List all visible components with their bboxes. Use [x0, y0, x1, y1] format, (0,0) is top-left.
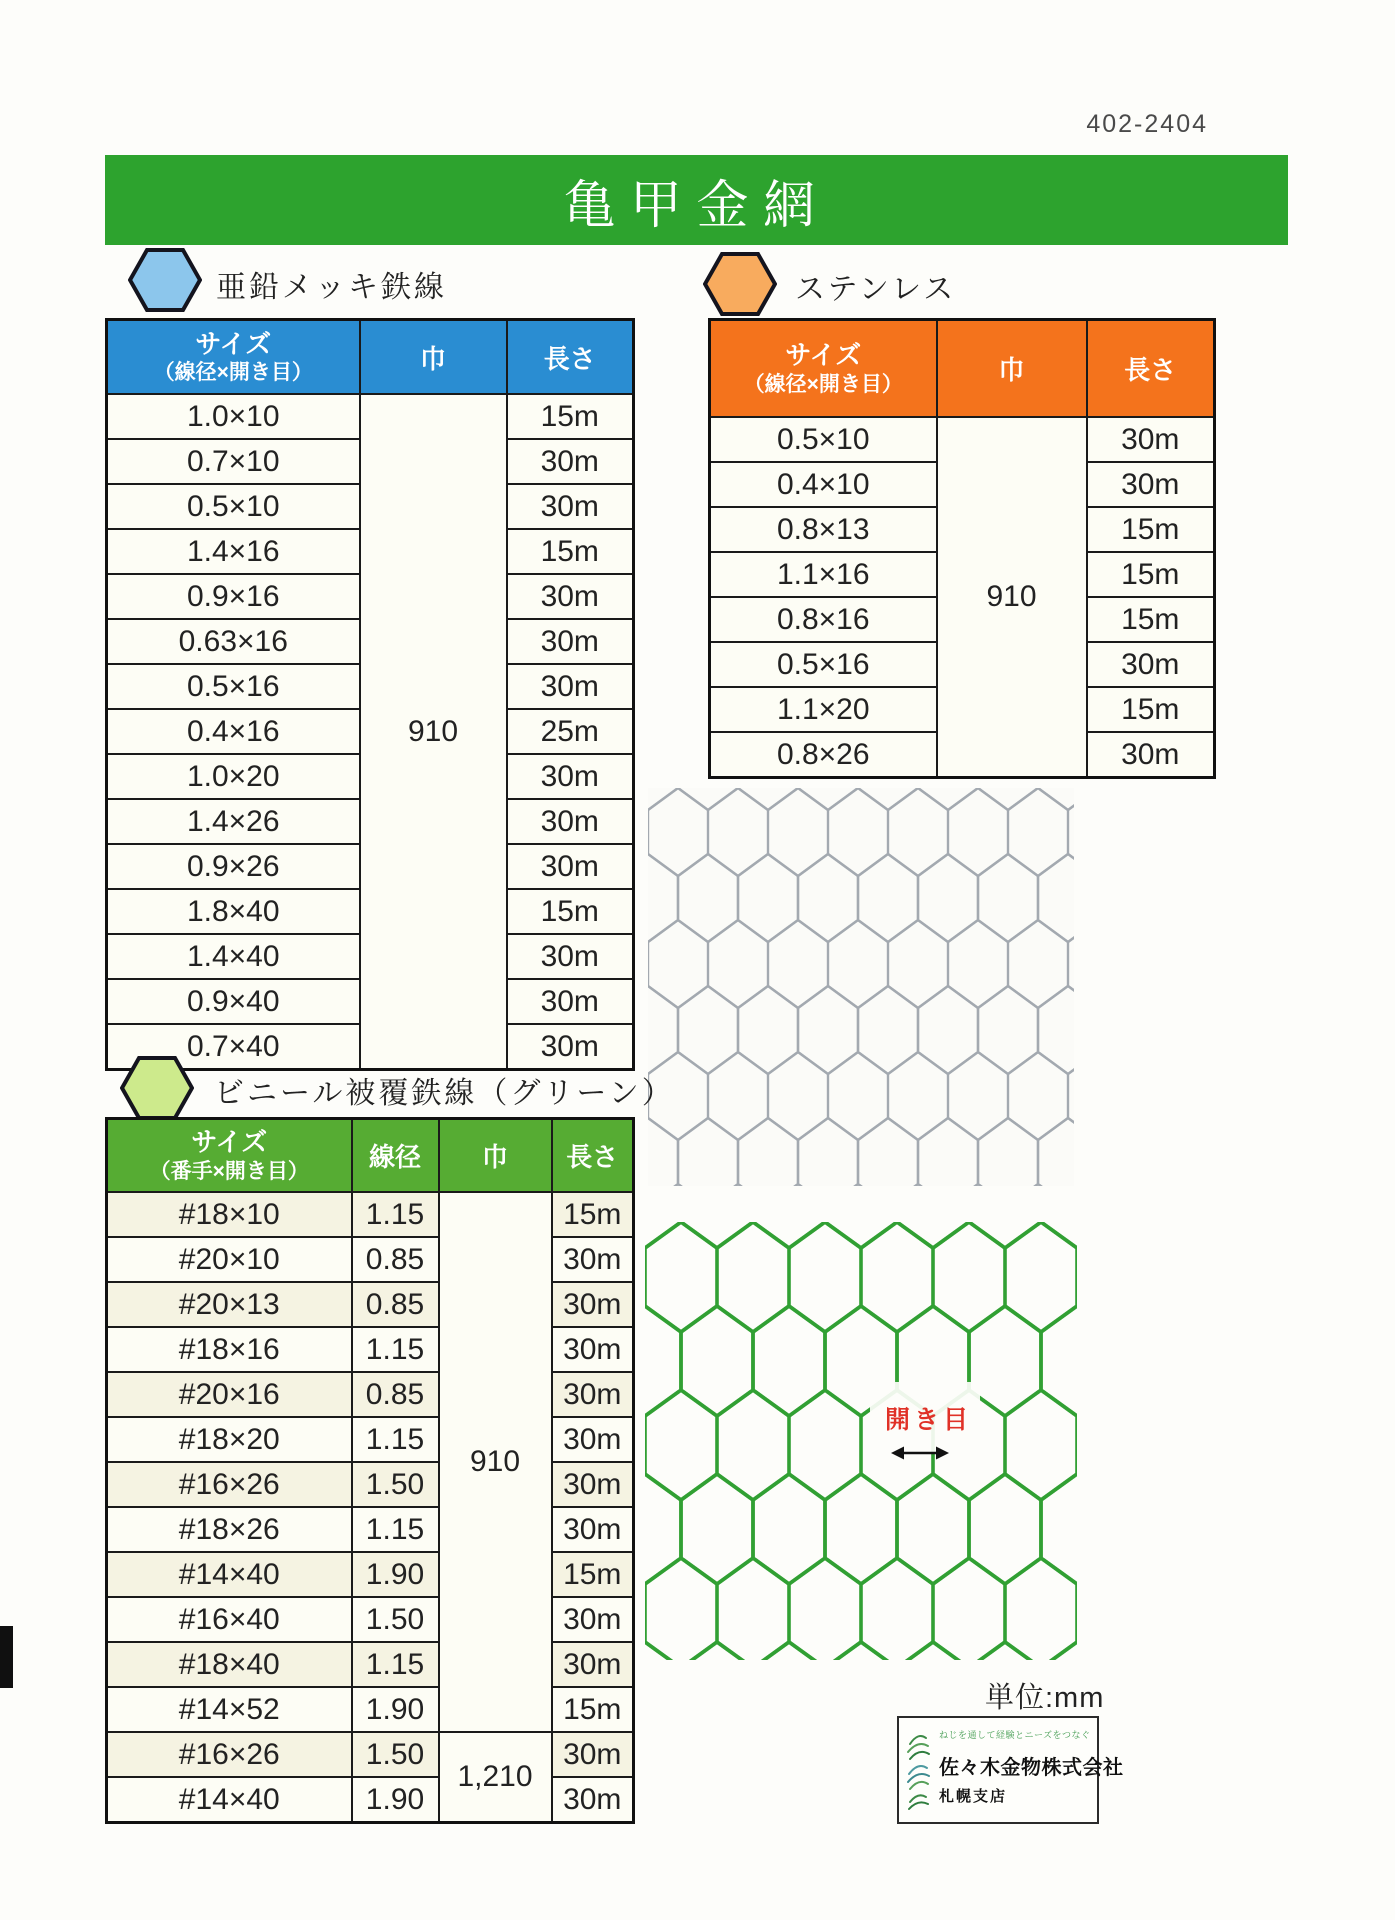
stainless-hexagon-icon [703, 252, 777, 316]
stainless-size-cell: 1.1×20 [710, 687, 937, 732]
stainless-length-cell: 30m [1087, 417, 1215, 462]
company-stamp [897, 1716, 1124, 1824]
vinyl-length-cell: 30m [552, 1327, 634, 1372]
scan-artifact [0, 1626, 13, 1688]
opening-annotation-label: 開き目 [885, 1406, 973, 1434]
vinyl-dia-cell: 1.15 [352, 1192, 439, 1237]
stainless-size-cell: 1.1×16 [710, 552, 937, 597]
company-tagline: ねじを通して経験とニーズをつなぐ [939, 1730, 1091, 1740]
page-title-bar [105, 155, 1288, 245]
vinyl-dia-cell: 1.15 [352, 1327, 439, 1372]
vinyl-row [107, 1687, 634, 1732]
zinc-length-cell: 30m [507, 664, 634, 709]
zinc-col-size-title: サイズ [195, 328, 272, 359]
vinyl-row [107, 1417, 634, 1462]
vinyl-mesh-image [645, 1222, 1077, 1665]
zinc-spec-table [105, 318, 635, 1071]
vinyl-dia-cell: 0.85 [352, 1282, 439, 1327]
vinyl-dia-cell: 1.90 [352, 1687, 439, 1732]
vinyl-length-cell: 30m [552, 1372, 634, 1417]
zinc-length-cell: 30m [507, 1024, 634, 1070]
zinc-mesh-image [648, 788, 1074, 1191]
zinc-size-cell: 1.0×20 [107, 754, 360, 799]
stainless-size-cell: 0.4×10 [710, 462, 937, 507]
vinyl-length-cell: 30m [552, 1642, 634, 1687]
vinyl-size-cell: #20×16 [107, 1372, 352, 1417]
vinyl-length-cell: 15m [552, 1552, 634, 1597]
vinyl-row [107, 1282, 634, 1327]
vinyl-dia-cell: 1.15 [352, 1507, 439, 1552]
vinyl-size-cell: #18×16 [107, 1327, 352, 1372]
vinyl-dia-cell: 1.50 [352, 1732, 439, 1777]
zinc-size-cell: 1.0×10 [107, 394, 360, 439]
vinyl-header-row [107, 1119, 634, 1193]
vinyl-row [107, 1597, 634, 1642]
vinyl-row [107, 1777, 634, 1823]
zinc-col-length: 長さ [507, 320, 634, 395]
stainless-col-size [710, 320, 937, 418]
vinyl-length-cell: 15m [552, 1192, 634, 1237]
vinyl-col-length: 長さ [552, 1119, 634, 1193]
vinyl-length-cell: 30m [552, 1417, 634, 1462]
vinyl-dia-cell: 1.50 [352, 1597, 439, 1642]
vinyl-col-width: 巾 [439, 1119, 552, 1193]
zinc-length-cell: 30m [507, 799, 634, 844]
vinyl-hexagon-icon [120, 1056, 194, 1120]
vinyl-dia-cell: 0.85 [352, 1237, 439, 1282]
vinyl-length-cell: 30m [552, 1237, 634, 1282]
zinc-size-cell: 1.4×16 [107, 529, 360, 574]
vinyl-length-cell: 30m [552, 1732, 634, 1777]
vinyl-col-dia: 線径 [352, 1119, 439, 1193]
company-branch: 札幌支店 [939, 1789, 1008, 1805]
stainless-length-cell: 15m [1087, 552, 1215, 597]
vinyl-size-cell: #14×52 [107, 1687, 352, 1732]
vinyl-width-cell: 910 [439, 1192, 552, 1732]
vinyl-row [107, 1507, 634, 1552]
zinc-length-cell: 30m [507, 979, 634, 1024]
stainless-col-width: 巾 [937, 320, 1087, 418]
document-code: 402-2404 [1086, 110, 1208, 138]
zinc-size-cell: 0.9×16 [107, 574, 360, 619]
vinyl-length-cell: 30m [552, 1507, 634, 1552]
zinc-length-cell: 30m [507, 844, 634, 889]
zinc-row [107, 394, 634, 439]
vinyl-size-cell: #14×40 [107, 1777, 352, 1823]
stainless-col-size-sub: （線径×開き目） [743, 372, 903, 396]
stainless-header-row [710, 320, 1215, 418]
vinyl-size-cell: #18×40 [107, 1642, 352, 1687]
stainless-width-cell: 910 [937, 417, 1087, 778]
stainless-size-cell: 0.5×10 [710, 417, 937, 462]
vinyl-row [107, 1192, 634, 1237]
vinyl-size-cell: #16×26 [107, 1732, 352, 1777]
stainless-spec-table [708, 318, 1216, 779]
vinyl-size-cell: #20×13 [107, 1282, 352, 1327]
stainless-size-cell: 0.8×26 [710, 732, 937, 778]
vinyl-dia-cell: 1.15 [352, 1642, 439, 1687]
stainless-length-cell: 15m [1087, 507, 1215, 552]
vinyl-size-cell: #16×40 [107, 1597, 352, 1642]
vinyl-dia-cell: 1.15 [352, 1417, 439, 1462]
vinyl-col-size-title: サイズ [191, 1127, 268, 1158]
stainless-length-cell: 30m [1087, 642, 1215, 687]
company-logo [899, 1718, 939, 1822]
zinc-size-cell: 1.4×26 [107, 799, 360, 844]
vinyl-col-size [107, 1119, 352, 1193]
zinc-length-cell: 30m [507, 619, 634, 664]
vinyl-dia-cell: 1.90 [352, 1552, 439, 1597]
vinyl-width-cell: 1,210 [439, 1732, 552, 1823]
vinyl-dia-cell: 1.90 [352, 1777, 439, 1823]
vinyl-size-cell: #18×20 [107, 1417, 352, 1462]
zinc-length-cell: 15m [507, 394, 634, 439]
zinc-length-cell: 30m [507, 574, 634, 619]
zinc-size-cell: 0.4×16 [107, 709, 360, 754]
zinc-length-cell: 25m [507, 709, 634, 754]
stainless-size-cell: 0.8×16 [710, 597, 937, 642]
vinyl-row [107, 1237, 634, 1282]
vinyl-length-cell: 30m [552, 1597, 634, 1642]
vinyl-row [107, 1552, 634, 1597]
company-stamp-text [939, 1718, 1128, 1822]
zinc-length-cell: 15m [507, 529, 634, 574]
vinyl-size-cell: #18×26 [107, 1507, 352, 1552]
zinc-length-cell: 30m [507, 754, 634, 799]
zinc-col-size-sub: （線径×開き目） [153, 361, 313, 384]
page-title: 亀甲金網 [563, 176, 830, 235]
zinc-size-cell: 0.5×16 [107, 664, 360, 709]
stainless-row [710, 417, 1215, 462]
zinc-col-size [107, 320, 360, 395]
vinyl-row [107, 1732, 634, 1777]
stainless-col-size-title: サイズ [785, 340, 862, 371]
vinyl-size-cell: #20×10 [107, 1237, 352, 1282]
zinc-length-cell: 30m [507, 934, 634, 979]
vinyl-row [107, 1642, 634, 1687]
vinyl-dia-cell: 1.50 [352, 1462, 439, 1507]
unit-note: 単位:mm [985, 1682, 1105, 1714]
stainless-length-cell: 15m [1087, 687, 1215, 732]
stainless-size-cell: 0.5×16 [710, 642, 937, 687]
vinyl-section-label: ビニール被覆鉄線（グリーン） [214, 1077, 675, 1110]
vinyl-size-cell: #14×40 [107, 1552, 352, 1597]
stainless-col-length: 長さ [1087, 320, 1215, 418]
vinyl-size-cell: #16×26 [107, 1462, 352, 1507]
vinyl-dia-cell: 0.85 [352, 1372, 439, 1417]
vinyl-spec-table [105, 1117, 635, 1824]
vinyl-length-cell: 30m [552, 1462, 634, 1507]
zinc-section-label: 亜鉛メッキ鉄線 [216, 271, 447, 304]
zinc-size-cell: 0.9×26 [107, 844, 360, 889]
zinc-size-cell: 0.5×10 [107, 484, 360, 529]
zinc-hexagon-icon [128, 248, 202, 312]
vinyl-row [107, 1327, 634, 1372]
vinyl-length-cell: 15m [552, 1687, 634, 1732]
vinyl-row [107, 1462, 634, 1507]
zinc-size-cell: 0.9×40 [107, 979, 360, 1024]
vinyl-size-cell: #18×10 [107, 1192, 352, 1237]
vinyl-row [107, 1372, 634, 1417]
stainless-length-cell: 30m [1087, 462, 1215, 507]
vinyl-length-cell: 30m [552, 1777, 634, 1823]
zinc-size-cell: 0.7×10 [107, 439, 360, 484]
stainless-length-cell: 30m [1087, 732, 1215, 778]
vinyl-length-cell: 30m [552, 1282, 634, 1327]
zinc-size-cell: 1.8×40 [107, 889, 360, 934]
stainless-size-cell: 0.8×13 [710, 507, 937, 552]
zinc-size-cell: 0.7×40 [107, 1024, 360, 1070]
opening-width-arrow [891, 1444, 949, 1462]
zinc-size-cell: 1.4×40 [107, 934, 360, 979]
zinc-header-row [107, 320, 634, 395]
stainless-length-cell: 15m [1087, 597, 1215, 642]
zinc-width-cell: 910 [360, 394, 507, 1070]
zinc-col-width: 巾 [360, 320, 507, 395]
zinc-length-cell: 15m [507, 889, 634, 934]
stainless-section-label: ステンレス [795, 273, 957, 306]
vinyl-col-size-sub: （番手×開き目） [149, 1159, 309, 1183]
zinc-length-cell: 30m [507, 439, 634, 484]
zinc-length-cell: 30m [507, 484, 634, 529]
company-name: 佐々木金物株式会社 [939, 1757, 1124, 1779]
zinc-size-cell: 0.63×16 [107, 619, 360, 664]
